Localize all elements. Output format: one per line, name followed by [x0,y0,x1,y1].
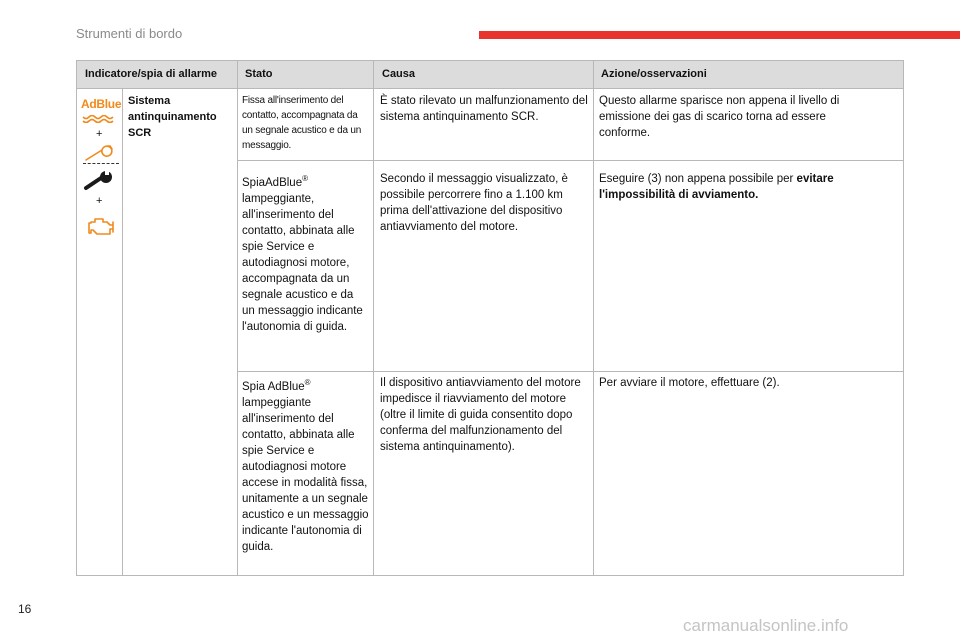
indicator-icons [77,88,122,575]
grid-line [237,61,238,575]
col-header-stato: Stato [245,68,273,80]
row-3-stato [242,375,370,555]
stato-text: Spia AdBlue [242,380,305,393]
row-3-causa: Il dispositivo antiavviamento del motore impedisce il riavviamento del motore (oltre il limite di guida consentito dopo conferma del malfunzionamento del sistema antinquinamento). [380,377,581,453]
plus-sign: + [96,128,103,140]
row-1-causa: È stato rilevato un malfunzionamento del sistema antinquinamento SCR. [380,95,588,123]
grid-line [122,88,123,575]
row-3-azione: Per avviare il motore, effettuare (2). [599,377,780,389]
grid-line [593,61,594,575]
azione-bold-text: evitare l'impossibilità di avviamento. [599,173,834,201]
accent-bar [479,31,960,39]
stato-text-rest: lampeggiante all'inserimento del contatto, abbinata alle spie Service e autodiagnosi motore accese in modalità fissa, unitamente a un segnale acustico e un messaggio indicante l'autonomia di guida. [242,396,369,553]
dashed-divider [83,163,119,164]
row-separator [237,160,903,161]
table-header [77,61,903,89]
registered-mark: ® [304,378,311,387]
azione-text: Eseguire (3) non appena possibile per [599,173,797,185]
col-header-causa: Causa [382,68,416,80]
service-wrench-filled-icon [83,170,117,197]
plus-sign: + [96,195,103,207]
row-separator [237,371,903,372]
row-2-causa: Secondo il messaggio visualizzato, è possibile percorrere fino a 1.100 km prima dell'attivazione del dispositivo antiavviamento del motore. [380,173,568,233]
watermark: carmanualsonline.info [683,616,849,635]
col-header-azione: Azione/osservazioni [601,68,707,80]
grid-line [373,61,374,575]
system-name: Sistema antinquinamento SCR [128,95,217,139]
row-2-stato [242,171,368,335]
row-2-azione [599,171,869,203]
registered-mark: ® [302,174,309,183]
stato-text: SpiaAdBlue [242,176,303,189]
warning-table [76,60,904,576]
adblue-icon: AdBlue [81,98,119,128]
page-number: 16 [18,602,32,616]
service-wrench-outline-icon [83,142,117,169]
col-header-indicator: Indicatore/spia di allarme [85,68,218,80]
row-1-azione: Questo allarme sparisce non appena il livello di emissione dei gas di scarico torna ad essere conforme. [599,95,840,139]
section-title: Strumenti di bordo [76,26,183,41]
row-1-stato: Fissa all'inserimento del contatto, accompagnata da un segnale acustico e da un messaggio. [242,95,362,151]
engine-check-icon [85,214,117,243]
stato-text-rest: lampeggiante, all'inserimento del contatto, abbinata alle spie Service e autodiagnosi motore, accompagnata da un segnale acustico e da un messaggio indicante l'autonomia di guida. [242,192,363,333]
